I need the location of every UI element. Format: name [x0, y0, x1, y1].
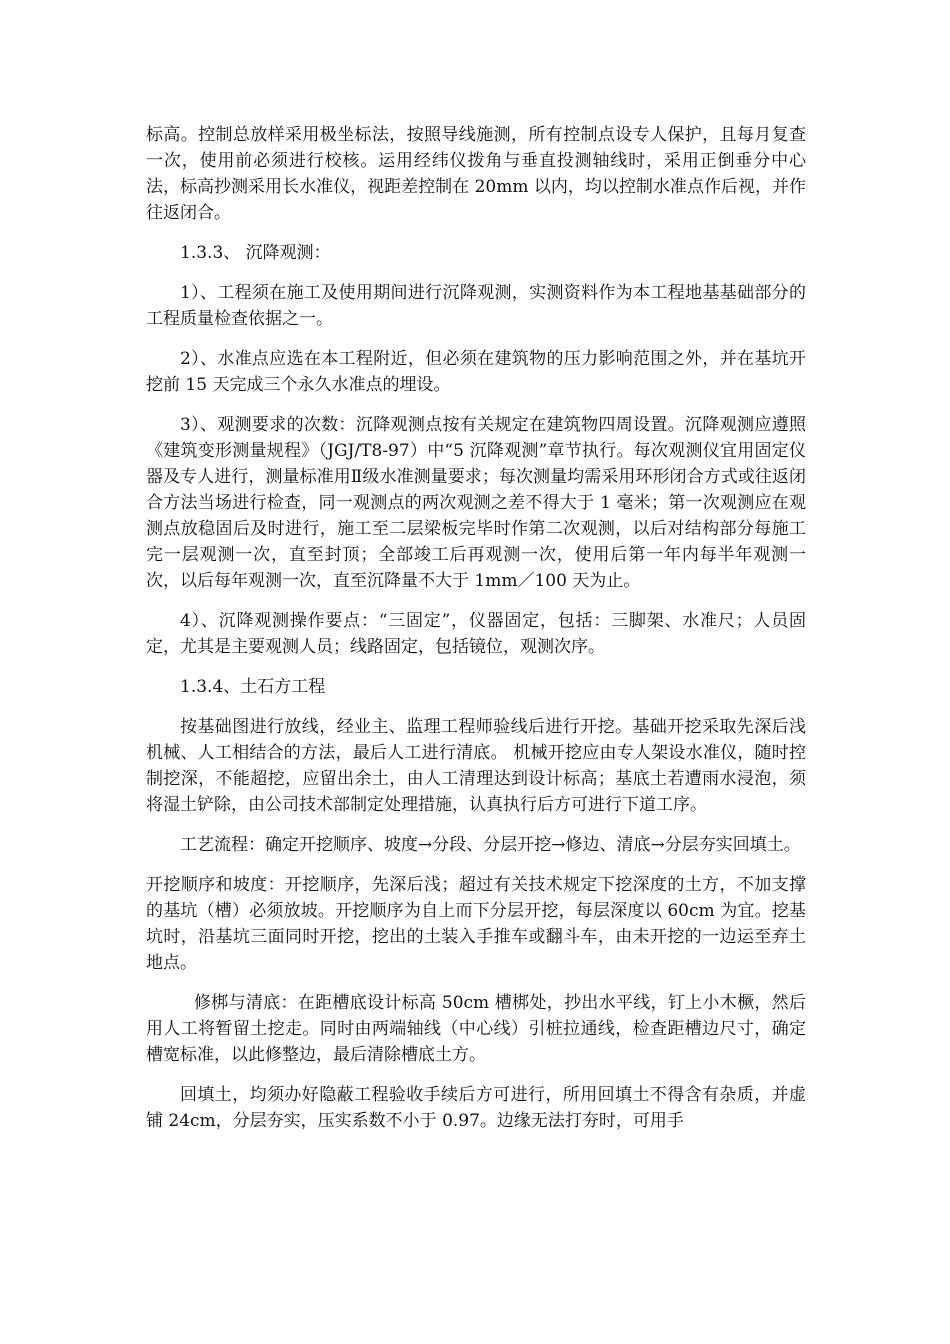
paragraph-process-flow: 工艺流程：确定开挖顺序、坡度→分段、分层开挖→修边、清底→分层夯实回填土。 — [180, 835, 801, 855]
document-body — [146, 122, 806, 1148]
paragraph-settlement-item-4: 4）、沉降观测操作要点：“三固定”，仪器固定，包括：三脚架、水准尺；人员固定，尤其是主要观测人员；线路固定，包括镜位，观测次序。 — [146, 611, 806, 657]
paragraph-excavation-order: 开挖顺序和坡度：开挖顺序，先深后浅；超过有关技术规定下挖深度的土方，不加支撑的基坑（槽）必须放坡。开挖顺序为自上而下分层开挖，每层深度以 60cm 为宜。挖基坑时，沿基坑三面同时开挖，挖出的土装入手推车或翻斗车，由未开挖的一边运至弃土地点。 — [146, 875, 806, 973]
paragraph-backfill: 回填土，均须办好隐蔽工程验收手续后方可进行，所用回填土不得含有杂质，并虚铺 24cm，分层夯实，压实系数不小于 0.97。边缘无法打夯时，可用手 — [146, 1085, 806, 1131]
paragraph-trimming-cleaning: 修梆与清底：在距槽底设计标高 50cm 槽梆处，抄出水平线，钉上小木橛，然后用人工将暂留土挖走。同时由两端轴线（中心线）引桩拉通线，检查距槽边尺寸，确定槽宽标准，以此修整边，最后清除槽底土方。 — [146, 993, 806, 1065]
paragraph-settlement-item-3: 3）、观测要求的次数：沉降观测点按有关规定在建筑物四周设置。沉降观测应遵照《建筑变形测量规程》（JGJ/T8-97）中“5 沉降观测”章节执行。每次观测仪宜用固定仪器及专人进行，测量标准用Ⅱ级水准测量要求；每次测量均需采用环形闭合方式或往返闭合方法当场进行检查，同一观测点的两次观测之差不得大于 1 毫米；第一次观测应在观测点放稳固后及时进行，施工至二层梁板完毕时作第二次观测，以后对结构部分每施工完一层观测一次，直至封顶；全部竣工后再观测一次，使用后第一年内每半年观测一次，以后每年观测一次，直至沉降量不大于 1mm／100 天为止。 — [146, 415, 806, 591]
section-heading-settlement-observation: 1.3.3、 沉降观测： — [180, 243, 331, 263]
paragraph-settlement-item-2: 2）、水准点应选在本工程附近，但必须在建筑物的压力影响范围之外，并在基坑开挖前 15 天完成三个永久水准点的埋设。 — [146, 349, 806, 395]
paragraph-settlement-item-1: 1）、工程须在施工及使用期间进行沉降观测，实测资料作为本工程地基基础部分的工程质量检查依据之一。 — [146, 283, 806, 329]
paragraph-earthwork-layout: 按基础图进行放线，经业主、监理工程师验线后进行开挖。基础开挖采取先深后浅机械、人工相结合的方法，最后人工进行清底。 机械开挖应由专人架设水准仪，随时控制挖深，不能超挖，应留出余土，由人工清理达到设计标高；基底土若遭雨水浸泡，须将湿土铲除，由公司技术部制定处理措施，认真执行后方可进行下道工序。 — [146, 717, 806, 815]
section-heading-earthwork: 1.3.4、土石方工程 — [180, 677, 326, 697]
paragraph-control-survey: 标高。控制总放样采用极坐标法，按照导线施测，所有控制点设专人保护，且每月复查一次，使用前必须进行校核。运用经纬仪拨角与垂直投测轴线时，采用正倒垂分中心法，标高抄测采用长水准仪，视距差控制在 20mm 以内，均以控制水准点作后视，并作往返闭合。 — [146, 125, 806, 223]
